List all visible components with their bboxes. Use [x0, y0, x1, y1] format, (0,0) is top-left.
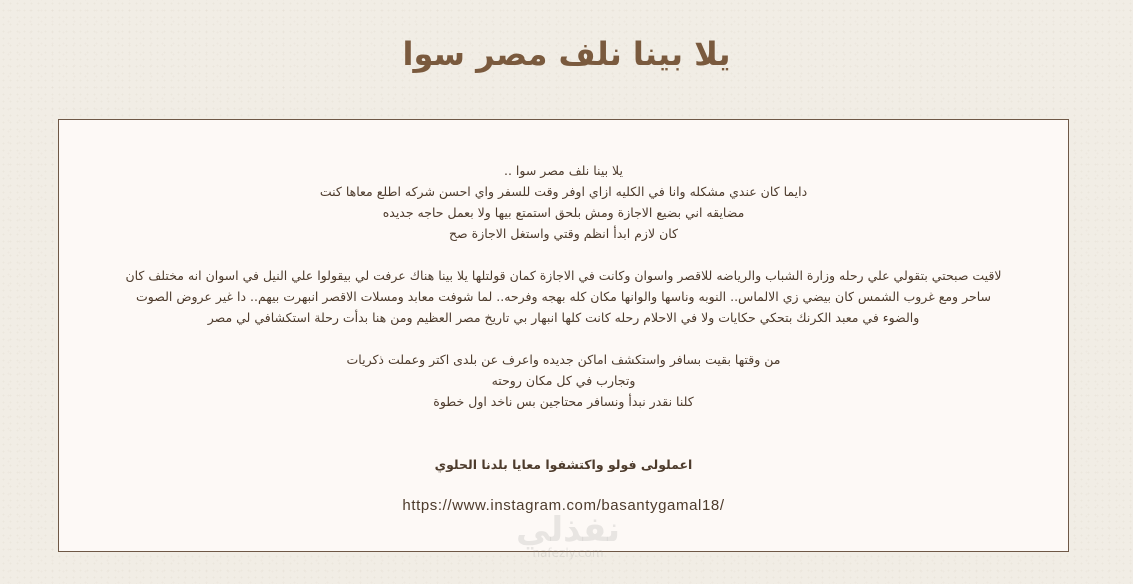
- intro-line: كان لازم ابدأ انظم وقتي واستغل الاجازة صح: [448, 226, 679, 241]
- watermark-url: nafezly.com: [532, 546, 604, 560]
- closing-line: كلنا نقدر نبدأ ونسافر محتاجين بس ناخد اول خطوة: [433, 394, 694, 409]
- intro-line: دايما كان عندي مشكله وانا في الكليه ازاي اوفر وقت للسفر واي احسن شركه اطلع معاها كنت: [319, 184, 808, 199]
- story-paragraph: [59, 265, 1068, 328]
- instagram-link[interactable]: https://www.instagram.com/basantygamal18/: [402, 497, 725, 514]
- story-line: ساحر ومع غروب الشمس كان بيضي زي الالماس.. النوبه وناسها والوانها مكان كله بهجه وفرحه.. لما شوفت معابد ومسلات الاقصر انبهرت بيهم.. دا غير عروض الصوت: [136, 289, 991, 304]
- story-line: لاقيت صبحتي بتقولي علي رحله وزارة الشباب والرياضه للاقصر واسوان وكانت في الاجازة كمان قولتلها يلا بينا هناك عرفت لي بيقولوا علي النيل في اسوان انه مختلف كان: [125, 268, 1002, 283]
- post-card: [58, 119, 1069, 552]
- closing-line: وتجارب في كل مكان روحته: [491, 373, 636, 388]
- page-title: يلا بينا نلف مصر سوا: [402, 35, 731, 73]
- post-body: [59, 160, 1068, 516]
- story-line: والضوء في معبد الكرنك بتحكي حكايات ولا في الاحلام رحله كانت كلها انبهار بي تاريخ مصر العظيم ومن هنا بدأت رحلة استكشافي لي مصر: [207, 310, 920, 325]
- intro-line: يلا بينا نلف مصر سوا ..: [504, 163, 623, 178]
- call-to-action: اعملولى فولو واكتشفوا معايا بلدنا الحلوي: [434, 457, 693, 472]
- intro-line: مضايقه اني بضيع الاجازة ومش بلحق استمتع بيها ولا بعمل حاجه جديده: [382, 205, 745, 220]
- closing-paragraph: [59, 349, 1068, 412]
- intro-paragraph: [59, 160, 1068, 244]
- closing-line: من وقتها بقيت بسافر واستكشف اماكن جديده واعرف عن بلدى اكتر وعملت ذكريات: [346, 352, 781, 367]
